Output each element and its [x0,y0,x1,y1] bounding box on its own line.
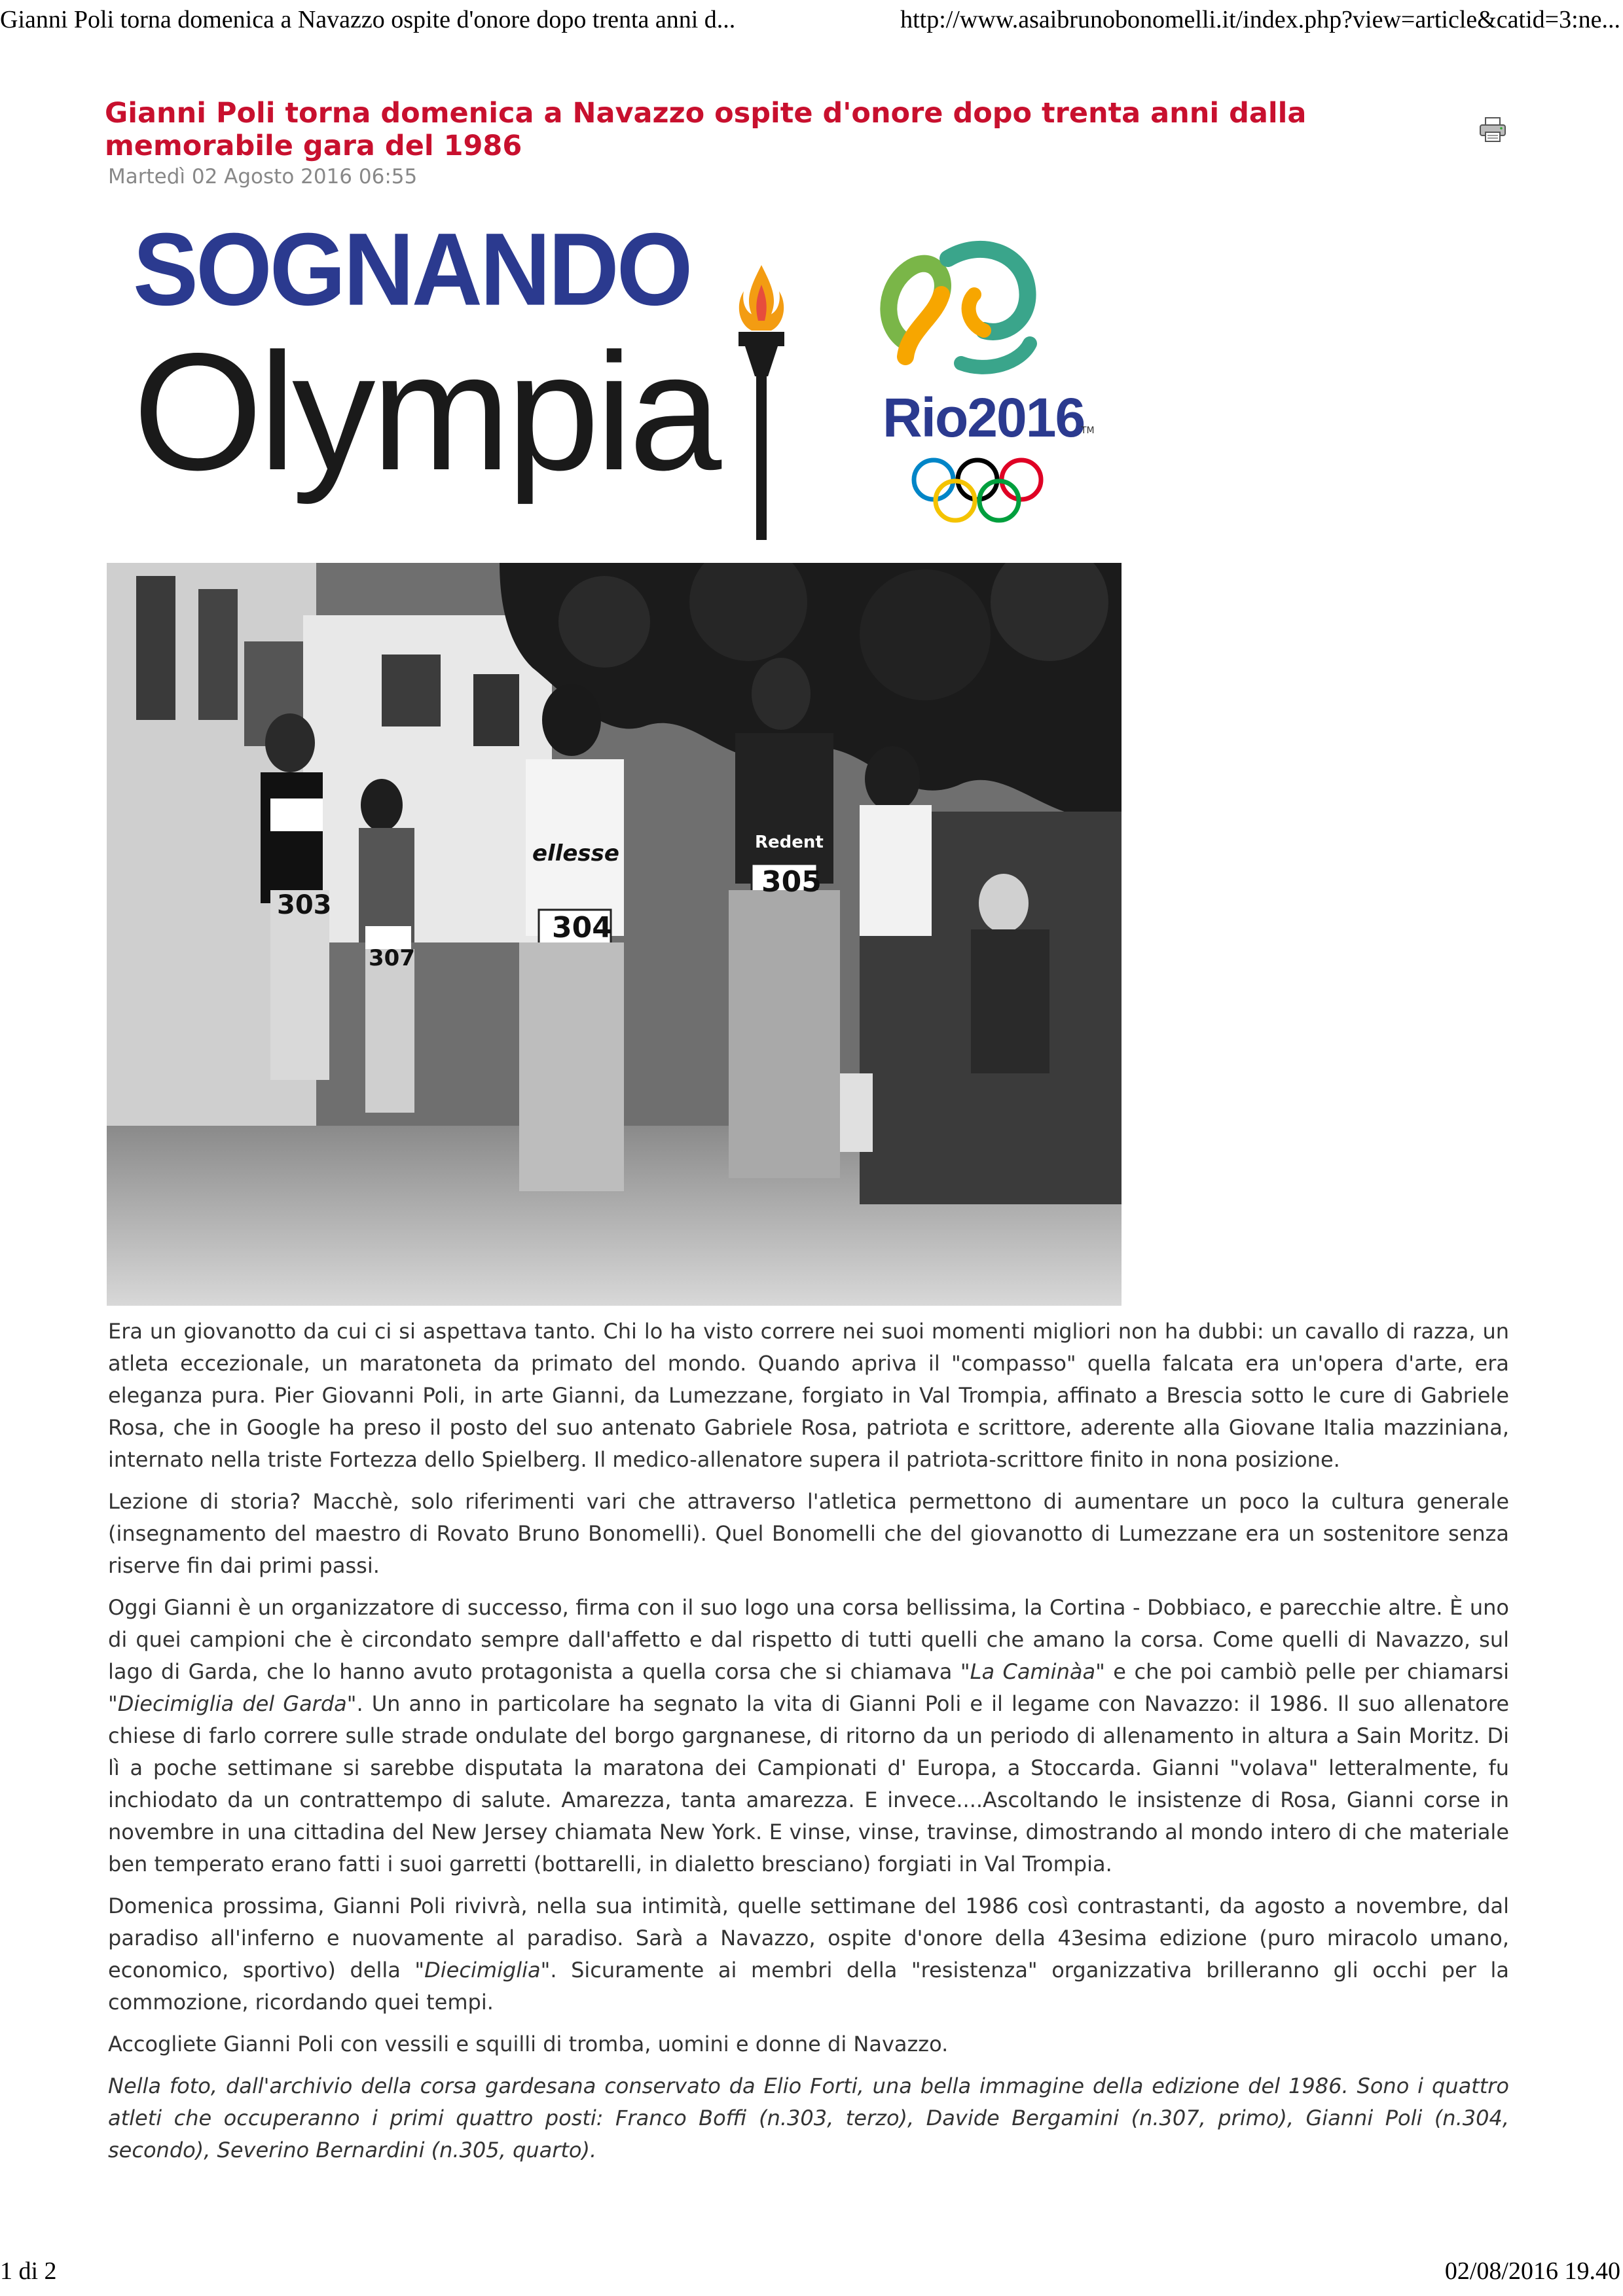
trademark-mark: TM [1081,425,1095,436]
banner-image [107,206,1122,556]
bib-305: 305 [761,865,822,899]
article-date: Martedì 02 Agosto 2016 06:55 [108,165,418,188]
shirt-text-redent: Redent [755,833,824,852]
olympic-rings-icon [909,455,1046,527]
bib-307: 307 [369,945,415,971]
banner-title-olympia: Olympia [133,319,718,505]
race-photo-illustration [107,563,1122,1306]
race-name-diecimiglia: Diecimiglia [424,1958,541,1982]
rio2016-logo-icon [869,232,1046,383]
banner-title-sognando: SOGNANDO [133,211,691,327]
photo-caption: Nella foto, dall'archivio della corsa gardesana conservato da Elio Forti, una bella immagine della edizione del 1986. Sono i quattro atleti che occuperanno i primi quattro posti: Franco Boffi (n.303, terzo), Davide Bergamini (n.307, primo), Gianni Poli (n.304, secondo), Severino Bernardini (n.305, quarto). [108,2073,1509,2162]
race-name-diecimiglia-del-garda: Diecimiglia del Garda [117,1691,347,1716]
torch-icon [725,259,797,547]
page-number: 1 di 2 [0,2257,57,2285]
race-name-la-caminaa: La Caminàa [970,1659,1096,1684]
print-datetime: 02/08/2016 19.40 [1444,2257,1620,2285]
paragraph-1: Era un giovanotto da cui ci si aspettava tanto. Chi lo ha visto correre nei suoi momenti migliori non ha dubbi: un cavallo di razza, un atleta eccezionale, un maratoneta da primato del mondo. Quando apriva il "compasso" quella falcata era un'opera d'arte, era eleganza pura. Pier Giovanni Poli, in arte Gianni, da Lumezzane, forgiato in Val Trompia, affinato a Brescia sotto le cure di Gabriele Rosa, che in Google ha preso il posto del suo antenato Gabriele Rosa, patriota e scrittore, aderente alla Giovane Italia mazziniana, internato nella triste Fortezza dello Spielberg. Il medico-allenatore supera il patriota-scrittore finito in nona posizione. [108,1319,1509,1472]
print-header-url[interactable]: http://www.asaibrunobonomelli.it/index.php?view=article&catid=3:ne... [900,6,1620,33]
article-title[interactable]: Gianni Poli torna domenica a Navazzo ospite d'onore dopo trenta anni dalla memorabile gara del 1986 [105,97,1307,162]
race-photo [107,563,1122,1306]
bib-303: 303 [277,890,332,920]
bib-304: 304 [552,911,612,944]
rio2016-wordmark: Rio2016 [883,387,1085,448]
print-header [0,0,1623,39]
paragraph-2: Lezione di storia? Macchè, solo riferimenti vari che attraverso l'atletica permettono di aumentare un poco la cultura generale (insegnamento del maestro di Rovato Bruno Bonomelli). Quel Bonomelli che del giovanotto di Lumezzane era un sostenitore senza riserve fin dai primi passi. [108,1489,1509,1578]
paragraph-5: Accogliete Gianni Poli con vessili e squilli di tromba, uomini e donne di Navazzo. [108,2032,949,2056]
print-header-title: Gianni Poli torna domenica a Navazzo ospite d'onore dopo trenta anni d... [0,6,736,33]
article-body [108,1316,1509,2176]
paragraph-4: Domenica prossima, Gianni Poli rivivrà, nella sua intimità, quelle settimane del 1986 così contrastanti, da agosto a novembre, dal paradiso all'inferno e nuovamente al paradiso. Sarà a Navazzo, ospite d'onore della 43esima edizione (puro miracolo umano, economico, sportivo) della "Diecimiglia". Sicuramente ai membri della "resistenza" organizzativa brilleranno gli occhi per la commozione, ricordando quei tempi. [108,1893,1510,2015]
paragraph-3: Oggi Gianni è un organizzatore di successo, firma con il suo logo una corsa bellissima, la Cortina - Dobbiaco, e parecchie altre. È uno di quei campioni che è circondato sempre dall'affetto e dal rispetto di tutti quelli che amano la corsa. Come quelli di Navazzo, sul lago di Garda, che lo hanno avuto protagonista a quella corsa che si chiamava "La Caminàa" e che poi cambiò pelle per chiamarsi "Diecimiglia del Garda". Un anno in particolare ha segnato la vita di Gianni Poli e il legame con Navazzo: il 1986. Il suo allenatore chiese di farlo correre sulle strade ondulate del borgo gargnanese, di ritorno da un periodo di allenamento in altura a Sain Moritz. Di lì a poche settimane si sarebbe disputata la maratona dei Campionati d' Europa, a Stoccarda. Gianni "volava" letteralmente, fu inchiodato da un contrattempo di salute. Amarezza, tanta amarezza. E invece....Ascoltando le insistenze di Rosa, Gianni corse in novembre in una cittadina del New Jersey chiamata New York. E vinse, vinse, travinse, dimostrando al mondo intero di che materiale ben temperato erano fatti i suoi garretti (bottarelli, in dialetto bresciano) forgiati in Val Trompia. [108,1595,1510,1876]
printer-icon[interactable] [1478,117,1507,143]
shirt-text-ellesse: ellesse [532,840,619,867]
print-footer [0,2257,1623,2289]
